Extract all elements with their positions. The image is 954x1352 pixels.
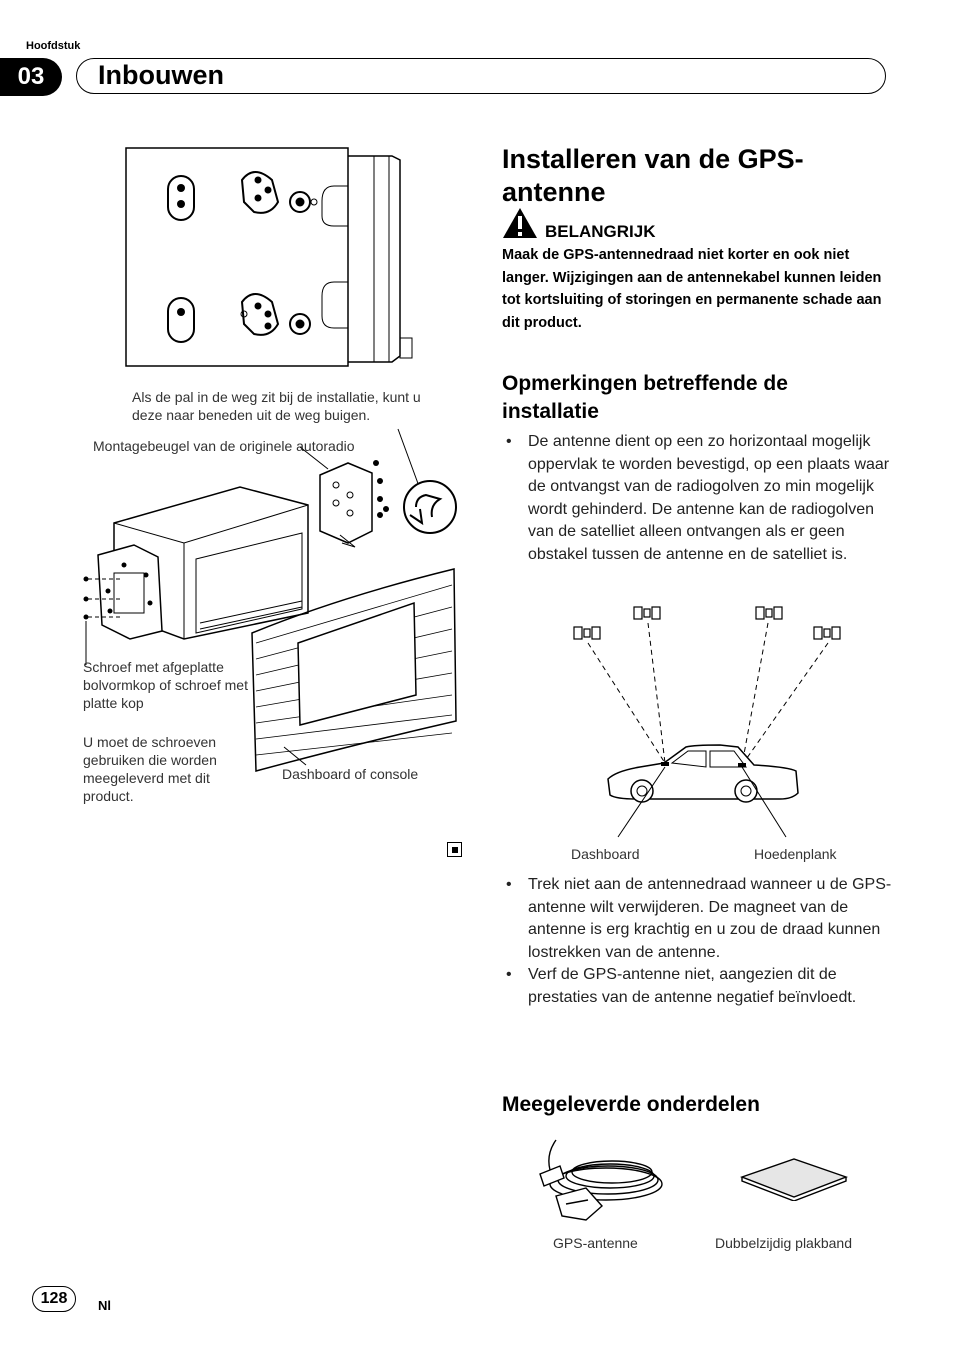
bullet-text: Verf de GPS-antenne niet, aangezien dit de prestaties van de antenne negatief beïnvloedt. [528, 966, 857, 1006]
chapter-title: Inbouwen [98, 60, 224, 90]
bullet-dot: • [506, 966, 512, 984]
notes-list-1 [502, 431, 892, 567]
notes-list-2 [502, 874, 892, 1010]
chapter-number-badge: 03 [0, 58, 62, 96]
part-label-plakband: Dubbelzijdig plakband [715, 1235, 852, 1251]
language-code: Nl [98, 1298, 111, 1313]
bullet-dot: • [506, 433, 512, 450]
plakband-figure [738, 1155, 850, 1201]
bullet-text: Trek niet aan de antennedraad wanneer u de GPS-antenne wilt verwijderen. De magneet van de antenne is erg krachtig en u zou de draad kunnen lostrekken van de antenne. [528, 876, 892, 961]
chapter-label: Hoofdstuk [26, 40, 81, 52]
list-item [502, 964, 892, 1009]
section-notes-title: Opmerkingen betreffende de installatie [502, 372, 788, 423]
bracket-side-figure [124, 146, 424, 371]
page-number: 128 [32, 1286, 76, 1312]
satellite-icon [574, 627, 600, 639]
end-of-section-mark [447, 842, 462, 857]
label-dashboard: Dashboard [571, 846, 640, 862]
gps-car-figure [560, 595, 860, 845]
section-gps-title: Installeren van de GPS-antenne [502, 144, 804, 207]
satellite-icon [814, 627, 840, 639]
caption-bracket: Montagebeugel van de originele autoradio [93, 438, 355, 454]
caption-dashboard: Dashboard of console [282, 766, 419, 782]
list-item [502, 874, 892, 964]
warning-text: Maak de GPS-antennedraad niet korter en ook niet langer. Wijzigingen aan de antennekabel kunnen leiden tot kortsluiting of storingen en permanente schade aan dit product. [502, 247, 882, 331]
caption-use-screws: U moet de schroeven gebruiken die worden meegeleverd met dit product. [83, 734, 217, 804]
satellite-icon [756, 607, 782, 619]
satellite-icon [634, 607, 660, 619]
caption-pal: Als de pal in de weg zit bij de installatie, kunt u deze naar beneden uit de weg buigen. [132, 389, 421, 423]
caption-screw: Schroef met afgeplatte bolvormkop of schroef met platte kop [83, 659, 248, 711]
label-shelf: Hoedenplank [754, 846, 837, 862]
warning-triangle-icon [502, 207, 538, 239]
warning-title: BELANGRIJK [545, 222, 656, 241]
gps-antenne-figure [526, 1130, 671, 1230]
bullet-text: De antenne dient op een zo horizontaal mogelijk oppervlak te worden bevestigd, op een plaats waar de ontvangst van de radiogolven zo min mogelijk wordt gehinderd. De antenne kan de radiogolven van de satelliet alleen ontvangen als er geen obstakel tussen de antenne en de satelliet is. [528, 433, 890, 563]
bullet-dot: • [506, 876, 512, 893]
list-item [502, 431, 892, 567]
section-parts-title: Meegeleverde onderdelen [502, 1093, 760, 1116]
part-label-antenne: GPS-antenne [553, 1235, 638, 1251]
installation-figure [80, 425, 470, 775]
